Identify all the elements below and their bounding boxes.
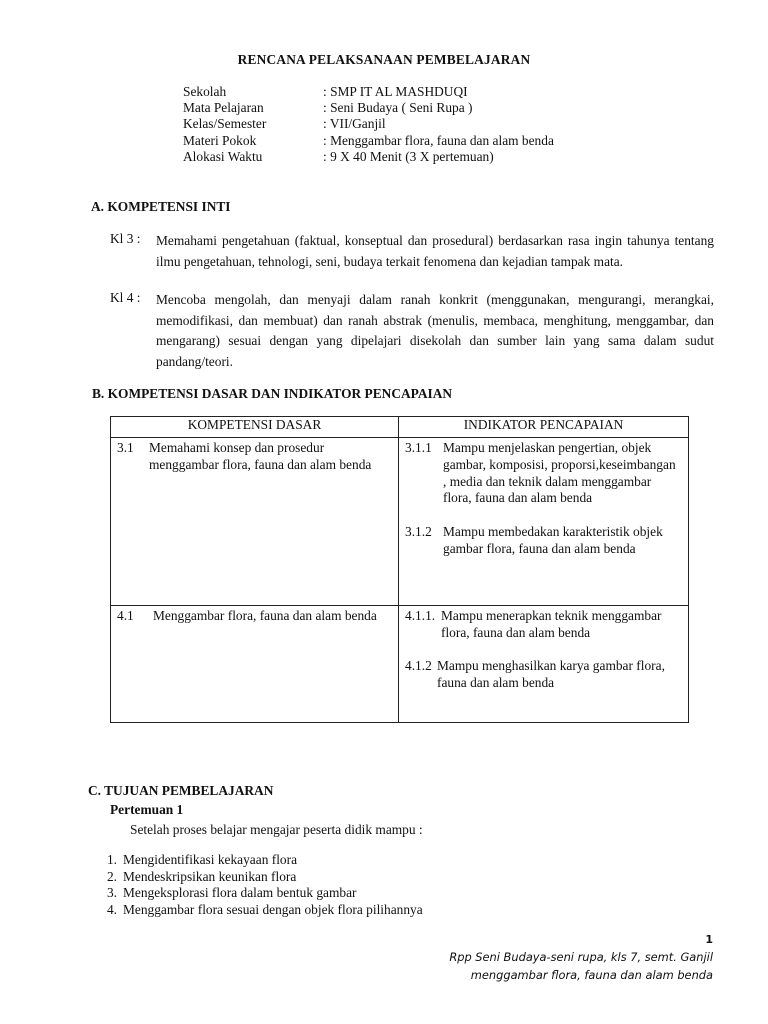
ki-text: Memahami pengetahuan (faktual, konseptual dan prosedural) berdasarkan rasa ingin tahunya tentang ilmu pengetahuan, tehnologi, seni, budaya terkait fenomena dan kejadian tampak mata. [156,233,714,269]
ki-text: Mencoba mengolah, dan menyaji dalam ranah konkrit (menggunakan, mengurangi, merangkai, memodifikasi, dan membuat) dan ranah abstrak (menulis, membaca, menghitung, menggambar, dan mengarang) sesuai dengan yang dipelajari disekolah dan sumber lain yang sama dalam sudut pandang/teori. [156,292,714,369]
ki-code: Kl 4 : [110,290,141,305]
kd-text: Memahami konsep dan prosedur menggambar flora, fauna dan alam benda [149,440,372,472]
info-row-school [183,84,554,100]
list-item [97,852,423,869]
info-value: : 9 X 40 Menit (3 X pertemuan) [323,148,494,164]
table-cell-kd [111,606,399,723]
indicator-text: Mampu menerapkan teknik menggambar flora, fauna dan alam benda [441,608,662,640]
info-value: : Seni Budaya ( Seni Rupa ) [323,100,473,116]
core-competency-ki3 [110,231,714,272]
objectives-intro: Setelah proses belajar mengajar peserta didik mampu : [130,822,423,837]
table-header-cell: INDIKATOR PENCAPAIAN [399,417,689,438]
indicator-number: 4.1.1. [405,608,436,623]
indicator-text: Mampu menghasilkan karya gambar flora, fauna dan alam benda [437,658,665,691]
info-label: Sekolah [183,84,227,99]
info-label: Mata Pelajaran [183,100,264,116]
list-number: 3. [106,885,117,901]
info-label: Alokasi Waktu [183,148,263,164]
page-number: 1 [705,933,713,946]
footer-line-1: Rpp Seni Budaya-seni rupa, kls 7, semt. Ganjil [449,950,713,964]
table-header-cell: KOMPETENSI DASAR [111,417,399,438]
list-item [97,902,423,919]
core-competency-ki4 [110,290,714,372]
list-number: 4. [106,901,117,917]
table-row [111,606,689,723]
list-number: 1. [106,852,117,867]
table-header-row [111,417,689,438]
indicator-number: 3.1.1 [405,440,432,455]
meeting-subheading: Pertemuan 1 [110,802,184,817]
indicator-number: 3.1.2 [405,523,432,539]
list-text: Mengeksplorasi flora dalam bentuk gambar [123,885,357,901]
section-b-heading: B. KOMPETENSI DASAR DAN INDIKATOR PENCAPAIAN [92,386,453,401]
list-number: 2. [106,868,117,884]
info-row-topic [183,133,554,149]
table-cell-indicators [399,606,689,723]
section-a-heading: A. KOMPETENSI INTI [91,199,231,214]
footer-line-2: menggambar flora, fauna dan alam benda [470,968,713,982]
indicator-number: 4.1.2 [405,658,432,674]
table-cell-indicators [399,438,689,606]
objectives-list [97,852,423,918]
info-value: : VII/Ganjil [323,116,386,132]
list-text: Mengidentifikasi kekayaan flora [123,852,298,867]
list-item [97,885,423,902]
ki-code: Kl 3 : [110,231,141,246]
table-row [111,438,689,606]
kd-number: 4.1 [117,608,134,623]
section-c-heading: C. TUJUAN PEMBELAJARAN [88,783,274,798]
list-text: Mendeskripsikan keunikan flora [123,868,297,884]
list-text: Menggambar flora sesuai dengan objek flora pilihannya [123,901,423,917]
kd-text: Menggambar flora, fauna dan alam benda [153,608,377,623]
identity-block [183,84,554,165]
kd-number: 3.1 [117,440,134,455]
indicator-text: Mampu menjelaskan pengertian, objek gambar, komposisi, proporsi,keseimbangan , media dan teknik dalam menggambar flora, fauna dan alam benda [443,440,676,506]
info-label: Materi Pokok [183,132,257,148]
info-label: Kelas/Semester [183,116,267,132]
indicator-text: Mampu membedakan karakteristik objek gambar flora, fauna dan alam benda [443,523,663,556]
info-row-class [183,116,554,132]
table-cell-kd [111,438,399,606]
info-value: : Menggambar flora, fauna dan alam benda [323,132,554,148]
info-row-time [183,149,554,165]
list-item [97,869,423,886]
competency-table [110,416,689,723]
document-title: RENCANA PELAKSANAAN PEMBELAJARAN [237,52,531,67]
info-value: : SMP IT AL MASHDUQI [323,84,468,99]
info-row-subject [183,100,554,116]
